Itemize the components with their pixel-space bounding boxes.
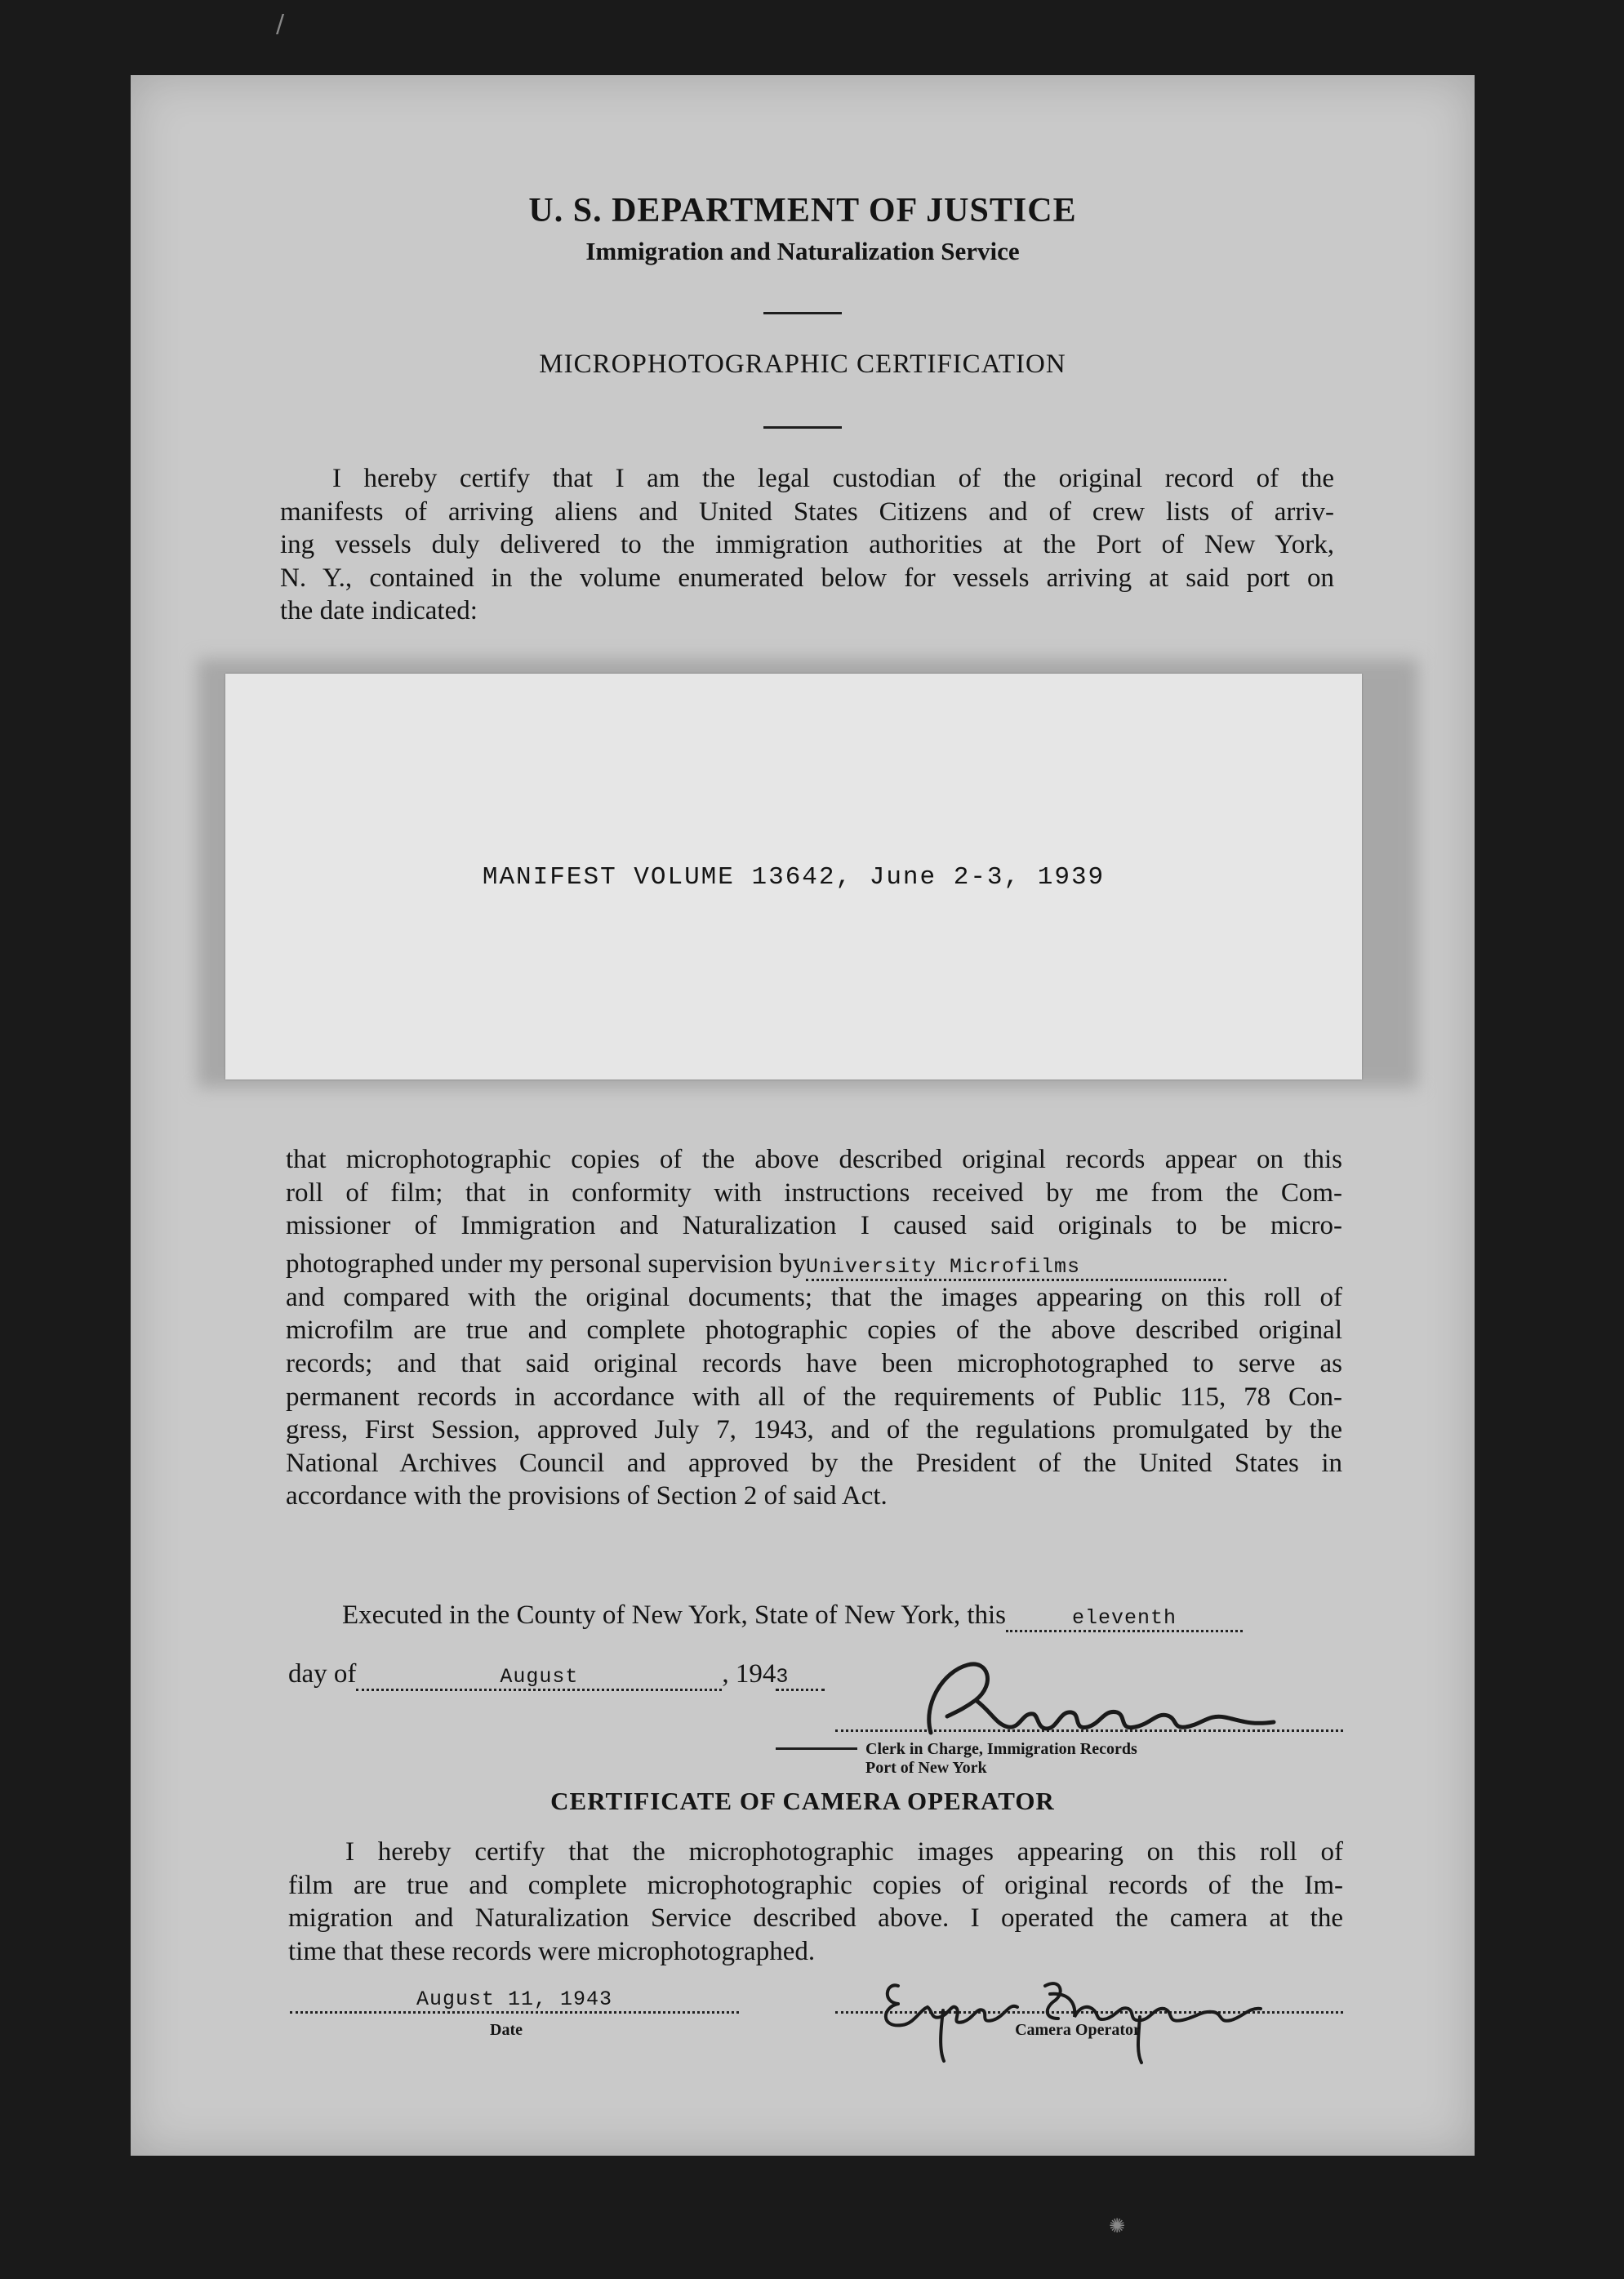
body-line: that microphotographic copies of the above described original records appear on this — [286, 1145, 1342, 1174]
year-field: 3 — [776, 1666, 825, 1691]
intro-line: manifests of arriving aliens and United States Citizens and of crew lists of arriv- — [280, 496, 1334, 527]
year-prefix: , 194 — [722, 1659, 776, 1689]
manifest-insert-card — [225, 674, 1362, 1079]
day-field: eleventh — [1006, 1607, 1243, 1632]
intro-line: I hereby certify that I am the legal custodian of the original record of the — [332, 464, 1334, 493]
intro-line: the date indicated: — [280, 596, 478, 626]
divider-rule — [776, 1747, 857, 1750]
scan-tick-mark: / — [276, 10, 285, 38]
intro-line: N. Y., contained in the volume enumerated below for vessels arriving at said port on — [280, 563, 1334, 593]
executed-prefix: Executed in the County of New York, State of New York, this — [342, 1600, 1007, 1630]
operator-signature — [865, 1953, 1290, 2068]
body-line: microfilm are true and complete photographic copies of the above described original — [286, 1315, 1342, 1346]
divider-rule — [763, 312, 842, 314]
body-line: accordance with the provisions of Section 2 of said Act. — [286, 1481, 888, 1511]
intro-paragraph — [280, 462, 1334, 628]
month-field: August — [356, 1666, 722, 1691]
manifest-volume-text: MANIFEST VOLUME 13642, June 2-3, 1939 — [482, 863, 1106, 892]
operator-date-field: August 11, 1943 — [290, 1988, 739, 2014]
operator-certificate-title: CERTIFICATE OF CAMERA OPERATOR — [550, 1787, 1055, 1815]
operator-line: migration and Naturalization Service described above. I operated the camera at the — [288, 1903, 1343, 1934]
clerk-title: Clerk in Charge, Immigration Records — [865, 1740, 1137, 1758]
intro-line: ing vessels duly delivered to the immigration authorities at the Port of New York, — [280, 530, 1334, 560]
department-heading: U. S. DEPARTMENT OF JUSTICE — [528, 192, 1077, 229]
operator-line: film are true and complete microphotographic copies of original records of the Im- — [288, 1870, 1343, 1900]
clerk-caption — [865, 1740, 1137, 1778]
body-line: National Archives Council and approved by the President of the United States in — [286, 1448, 1342, 1478]
certificate-page — [131, 75, 1475, 2156]
form-title: MICROPHOTOGRAPHIC CERTIFICATION — [539, 349, 1066, 379]
body-line: roll of film; that in conformity with instructions received by me from the Com- — [286, 1177, 1342, 1208]
body-line: records; and that said original records have been microphotographed to serve as — [286, 1348, 1342, 1378]
day-of-label: day of — [288, 1659, 357, 1689]
camera-operator-label: Camera Operator — [1015, 2021, 1141, 2039]
executed-line — [342, 1599, 1355, 1632]
date-label: Date — [490, 2021, 523, 2039]
body-line: missioner of Immigration and Naturalization I caused said originals to be micro- — [286, 1211, 1342, 1241]
clerk-signature — [898, 1655, 1282, 1745]
supervisor-field: University Microfilms — [806, 1256, 1226, 1281]
scan-speck: ✺ — [1109, 2214, 1126, 2237]
operator-paragraph — [288, 1836, 1343, 1968]
divider-rule — [763, 426, 842, 429]
supervision-prefix: photographed under my personal supervision by — [286, 1249, 806, 1279]
operator-line: I hereby certify that the microphotographic images appearing on this roll of — [345, 1837, 1343, 1867]
body-paragraph — [286, 1143, 1342, 1513]
clerk-port: Port of New York — [865, 1759, 987, 1777]
operator-line: time that these records were microphotographed. — [288, 1936, 816, 1966]
body-line: permanent records in accordance with all of the requirements of Public 115, 78 Con- — [286, 1382, 1342, 1412]
service-subheading: Immigration and Naturalization Service — [585, 237, 1020, 265]
supervision-line — [286, 1248, 1342, 1281]
body-line: and compared with the original documents; that the images appearing on this roll of — [286, 1282, 1342, 1312]
body-line: gress, First Session, approved July 7, 1943, and of the regulations promulgated by the — [286, 1415, 1342, 1445]
